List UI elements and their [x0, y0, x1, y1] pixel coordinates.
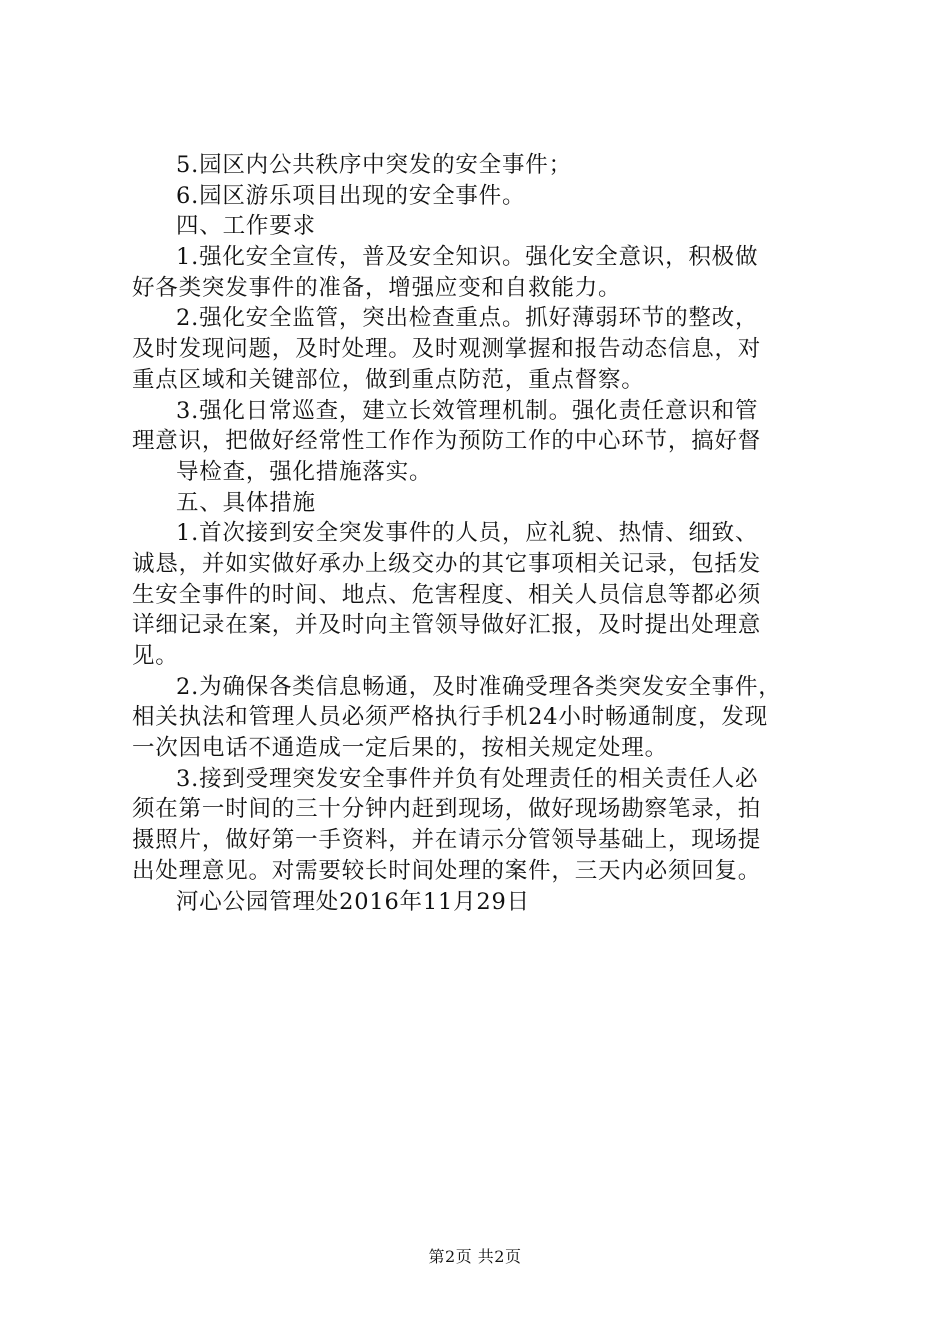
- text-line: 生安全事件的时间、地点、危害程度、相关人员信息等都必须: [132, 581, 762, 608]
- text-line: 6.园区游乐项目出现的安全事件。: [176, 182, 526, 209]
- section-heading: 五、具体措施: [176, 489, 316, 516]
- text-line: 出处理意见。对需要较长时间处理的案件，三天内必须回复。: [132, 857, 762, 884]
- text-line: 摄照片，做好第一手资料，并在请示分管领导基础上，现场提: [132, 827, 762, 854]
- text-line: 相关执法和管理人员必须严格执行手机24小时畅通制度，发现: [132, 704, 769, 731]
- section-heading: 四、工作要求: [176, 213, 316, 240]
- text-line: 详细记录在案，并及时向主管领导做好汇报，及时提出处理意: [132, 612, 762, 639]
- text-line: 2.为确保各类信息畅通，及时准确受理各类突发安全事件，: [176, 673, 782, 700]
- text-line: 一次因电话不通造成一定后果的，按相关规定处理。: [132, 735, 668, 762]
- page-number-footer: 第2页 共2页: [428, 1247, 522, 1266]
- text-line: 诚恳，并如实做好承办上级交办的其它事项相关记录，包括发: [132, 550, 762, 577]
- text-line: 须在第一时间的三十分钟内赶到现场，做好现场勘察笔录，拍: [132, 796, 762, 823]
- text-line: 理意识，把做好经常性工作作为预防工作的中心环节，搞好督: [132, 428, 762, 455]
- text-line: 导检查，强化措施落实。: [176, 458, 433, 485]
- text-line: 及时发现问题，及时处理。及时观测掌握和报告动态信息，对: [132, 336, 762, 363]
- text-line: 5.园区内公共秩序中突发的安全事件；: [176, 152, 572, 178]
- text-line: 2.强化安全监管，突出检查重点。抓好薄弱环节的整改，: [176, 305, 759, 332]
- text-line: 重点区域和关键部位，做到重点防范，重点督察。: [132, 366, 645, 393]
- document-body: [132, 150, 832, 917]
- signature-line: 河心公园管理处2016年11月29日: [176, 888, 530, 915]
- text-line: 1.强化安全宣传，普及安全知识。强化安全意识，积极做: [176, 244, 759, 271]
- text-line: 1.首次接到安全突发事件的人员，应礼貌、热情、细致、: [176, 520, 759, 547]
- text-line: 3.强化日常巡查，建立长效管理机制。强化责任意识和管: [176, 397, 759, 424]
- text-line: 3.接到受理突发安全事件并负有处理责任的相关责任人必: [176, 765, 759, 792]
- text-line: 见。: [132, 643, 179, 669]
- text-line: 好各类突发事件的准备，增强应变和自救能力。: [132, 274, 622, 301]
